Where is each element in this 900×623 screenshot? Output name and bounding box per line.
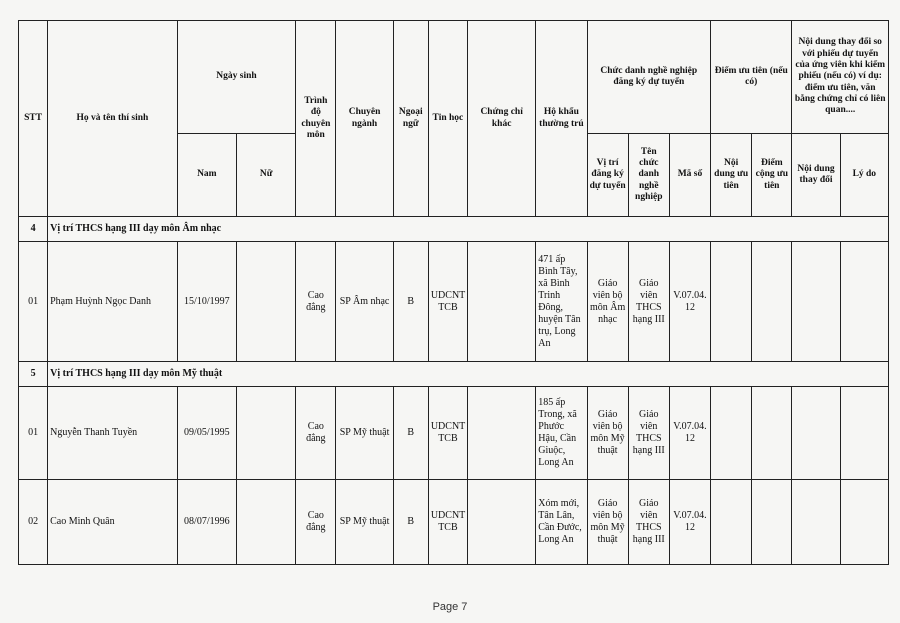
header-change-group: Nội dung thay đổi so với phiếu dự tuyển của ứng viên khi kiểm phiếu (nếu có) ví dụ: điểm ưu tiên, văn bằng chứng chỉ có liên quan.... bbox=[792, 21, 889, 134]
cell-it: UDCNT TCB bbox=[428, 242, 467, 362]
header-residence: Hộ khẩu thường trú bbox=[536, 21, 587, 217]
candidate-table bbox=[18, 20, 889, 565]
cell-priority-points bbox=[752, 242, 792, 362]
section-title: Vị trí THCS hạng III dạy môn Mỹ thuật bbox=[48, 362, 889, 387]
section-number: 5 bbox=[19, 362, 48, 387]
cell-residence: 471 ấp Bình Tây, xã Bình Trinh Đông, huyện Tân trụ, Long An bbox=[536, 242, 587, 362]
cell-it: UDCNT TCB bbox=[428, 480, 467, 565]
cell-position: Giáo viên bộ môn Mỹ thuật bbox=[587, 480, 628, 565]
cell-reason bbox=[840, 387, 888, 480]
header-male: Nam bbox=[177, 134, 236, 217]
cell-priority-content bbox=[711, 387, 752, 480]
section-row bbox=[19, 362, 889, 387]
header-reason: Lý do bbox=[840, 134, 888, 217]
cell-other-cert bbox=[468, 387, 536, 480]
cell-name: Phạm Huỳnh Ngọc Danh bbox=[48, 242, 178, 362]
cell-major: SP Mỹ thuật bbox=[336, 480, 393, 565]
section-number: 4 bbox=[19, 217, 48, 242]
page-number: Page 7 bbox=[432, 601, 468, 613]
cell-dob-male: 08/07/1996 bbox=[177, 480, 236, 565]
header-language: Ngoại ngữ bbox=[393, 21, 428, 217]
cell-dob-male: 09/05/1995 bbox=[177, 387, 236, 480]
cell-reason bbox=[840, 242, 888, 362]
cell-stt: 02 bbox=[19, 480, 48, 565]
header-female: Nữ bbox=[236, 134, 295, 217]
header-job-title-group: Chức danh nghề nghiệp đăng ký dự tuyển bbox=[587, 21, 711, 134]
cell-change-content bbox=[792, 387, 840, 480]
table-row bbox=[19, 387, 889, 480]
cell-dob-female bbox=[236, 242, 295, 362]
cell-name: Cao Minh Quân bbox=[48, 480, 178, 565]
table-row bbox=[19, 480, 889, 565]
cell-name: Nguyễn Thanh Tuyền bbox=[48, 387, 178, 480]
header-priority-content: Nội dung ưu tiên bbox=[711, 134, 752, 217]
header-name: Họ và tên thí sinh bbox=[48, 21, 178, 217]
cell-level: Cao đẳng bbox=[296, 387, 336, 480]
cell-priority-content bbox=[711, 480, 752, 565]
cell-dob-female bbox=[236, 480, 295, 565]
header-stt: STT bbox=[19, 21, 48, 217]
cell-major: SP Mỹ thuật bbox=[336, 387, 393, 480]
cell-it: UDCNT TCB bbox=[428, 387, 467, 480]
cell-level: Cao đẳng bbox=[296, 480, 336, 565]
header-title-name: Tên chức danh nghề nghiệp bbox=[628, 134, 669, 217]
cell-residence: Xóm mới, Tân Lân, Cần Đước, Long An bbox=[536, 480, 587, 565]
cell-position: Giáo viên bộ môn Âm nhạc bbox=[587, 242, 628, 362]
cell-residence: 185 ấp Trong, xã Phước Hậu, Cần Giuộc, Long An bbox=[536, 387, 587, 480]
cell-language: B bbox=[393, 242, 428, 362]
header-major: Chuyên ngành bbox=[336, 21, 393, 217]
header-position: Vị trí đăng ký dự tuyển bbox=[587, 134, 628, 217]
header-change-content: Nội dung thay đổi bbox=[792, 134, 840, 217]
table-row bbox=[19, 242, 889, 362]
header-code: Mã số bbox=[669, 134, 710, 217]
cell-position: Giáo viên bộ môn Mỹ thuật bbox=[587, 387, 628, 480]
cell-major: SP Âm nhạc bbox=[336, 242, 393, 362]
cell-priority-points bbox=[752, 387, 792, 480]
cell-dob-female bbox=[236, 387, 295, 480]
header-dob: Ngày sinh bbox=[177, 21, 296, 134]
cell-language: B bbox=[393, 480, 428, 565]
cell-level: Cao đẳng bbox=[296, 242, 336, 362]
header-priority-points: Điểm cộng ưu tiên bbox=[752, 134, 792, 217]
cell-title-name: Giáo viên THCS hạng III bbox=[628, 387, 669, 480]
header-it: Tin học bbox=[428, 21, 467, 217]
cell-change-content bbox=[792, 480, 840, 565]
header-level: Trình độ chuyên môn bbox=[296, 21, 336, 217]
cell-title-name: Giáo viên THCS hạng III bbox=[628, 242, 669, 362]
cell-code: V.07.04. 12 bbox=[669, 480, 710, 565]
cell-language: B bbox=[393, 387, 428, 480]
header-priority-group: Điểm ưu tiên (nếu có) bbox=[711, 21, 792, 134]
cell-other-cert bbox=[468, 480, 536, 565]
cell-priority-points bbox=[752, 480, 792, 565]
section-title: Vị trí THCS hạng III dạy môn Âm nhạc bbox=[48, 217, 889, 242]
cell-title-name: Giáo viên THCS hạng III bbox=[628, 480, 669, 565]
cell-code: V.07.04. 12 bbox=[669, 387, 710, 480]
cell-stt: 01 bbox=[19, 387, 48, 480]
cell-reason bbox=[840, 480, 888, 565]
cell-other-cert bbox=[468, 242, 536, 362]
header-other-cert: Chứng chỉ khác bbox=[468, 21, 536, 217]
cell-stt: 01 bbox=[19, 242, 48, 362]
cell-dob-male: 15/10/1997 bbox=[177, 242, 236, 362]
cell-priority-content bbox=[711, 242, 752, 362]
cell-code: V.07.04. 12 bbox=[669, 242, 710, 362]
cell-change-content bbox=[792, 242, 840, 362]
section-row bbox=[19, 217, 889, 242]
